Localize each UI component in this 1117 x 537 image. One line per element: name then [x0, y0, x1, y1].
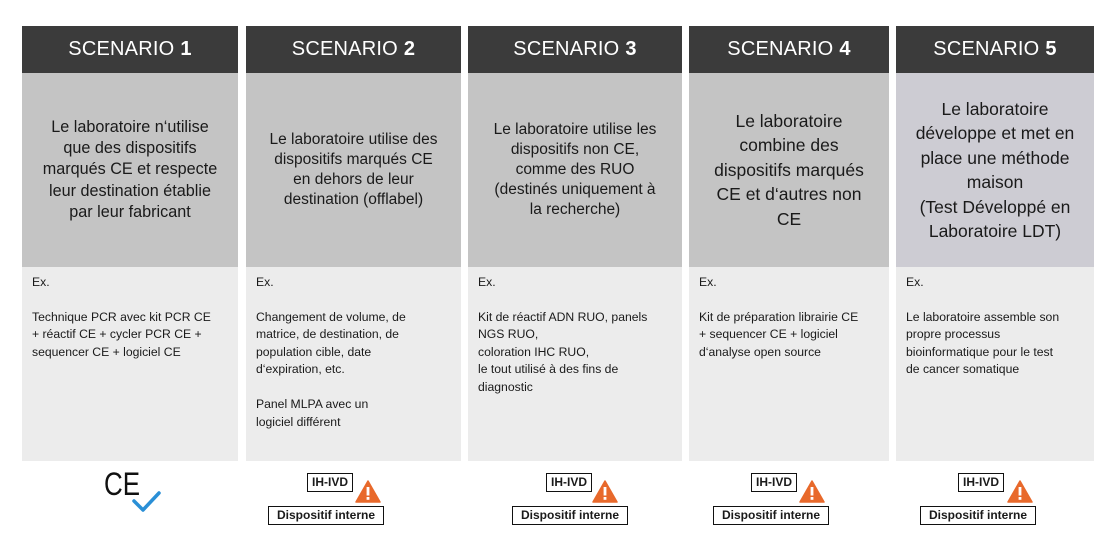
- scenario-2-label: SCENARIO: [291, 38, 398, 60]
- ih-ivd-badge: IH-IVD: [751, 473, 797, 492]
- scenario-3-desc-line: dispositifs non CE,: [510, 140, 640, 158]
- ih-ivd-badge: IH-IVD: [307, 473, 353, 492]
- dispositif-interne-badge: Dispositif interne: [920, 506, 1036, 525]
- scenario-3-header: [468, 26, 682, 73]
- scenario-3-label: SCENARIO: [513, 38, 620, 60]
- example-label: Ex.: [32, 275, 50, 289]
- scenario-2-column: [246, 26, 461, 537]
- scenario-5-desc-line: Laboratoire LDT): [928, 221, 1062, 241]
- example-line: coloration IHC RUO,: [478, 344, 590, 359]
- example-line: d‘analyse open source: [699, 344, 821, 359]
- scenario-2-badges: [246, 461, 461, 537]
- scenario-1-column: [22, 26, 238, 537]
- example-line: logiciel différent: [256, 414, 341, 429]
- scenario-4-label: SCENARIO: [727, 38, 834, 60]
- scenario-4-example: [689, 267, 889, 461]
- scenario-5-column: [896, 26, 1094, 537]
- warning-icon: [592, 480, 618, 503]
- scenario-4-number: 4: [839, 38, 851, 60]
- example-line: + réactif CE + cycler PCR CE +: [32, 327, 202, 341]
- dispositif-interne-badge: Dispositif interne: [512, 506, 628, 525]
- dispositif-interne-badge: Dispositif interne: [268, 506, 384, 525]
- example-line: population cible, date: [256, 344, 372, 359]
- scenario-2-description: [246, 73, 461, 267]
- ce-mark-icon: [102, 465, 172, 517]
- example-line: d‘expiration, etc.: [256, 362, 345, 376]
- scenario-2-desc-line: Le laboratoire utilise des: [269, 130, 438, 148]
- scenario-3-number: 3: [625, 38, 637, 60]
- example-label: Ex.: [906, 275, 924, 289]
- example-line: diagnostic: [478, 379, 533, 394]
- scenario-2-header: [246, 26, 461, 73]
- example-line: + sequencer CE + logiciel: [699, 327, 838, 341]
- scenario-4-desc-line: dispositifs marqués: [714, 159, 864, 180]
- scenario-1-desc-line: marqués CE et respecte: [42, 160, 218, 179]
- scenario-1-number: 1: [180, 38, 192, 60]
- scenario-4-desc-line: CE et d‘autres non: [716, 184, 862, 205]
- scenario-5-desc-line: place une méthode: [920, 147, 1070, 168]
- scenario-5-desc-line: Le laboratoire: [941, 98, 1049, 119]
- scenario-2-example: [246, 267, 461, 461]
- example-line: Kit de réactif ADN RUO, panels: [478, 309, 648, 324]
- scenario-3-desc-line: la recherche): [529, 201, 621, 219]
- ce-mark-text: CE: [104, 466, 140, 502]
- scenario-5-desc-line: développe et met en: [915, 123, 1075, 143]
- scenario-4-badges: [689, 461, 889, 537]
- example-label: Ex.: [256, 275, 274, 289]
- scenario-4-desc-line: Le laboratoire: [735, 110, 843, 131]
- scenario-5-desc-line: (Test Développé en: [919, 196, 1071, 217]
- example-line: Le laboratoire assemble son: [906, 309, 1060, 324]
- scenario-4-header: [689, 26, 889, 73]
- example-line: Kit de préparation librairie CE: [699, 309, 859, 324]
- warning-icon: [799, 480, 825, 503]
- dispositif-interne-badge: Dispositif interne: [713, 506, 829, 525]
- scenario-2-desc-line: destination (offlabel): [283, 191, 424, 209]
- scenario-3-desc-line: comme des RUO: [515, 160, 635, 178]
- scenario-1-desc-line: que des dispositifs: [63, 139, 197, 158]
- scenario-5-description: [896, 73, 1094, 267]
- ih-ivd-badge: IH-IVD: [958, 473, 1004, 492]
- scenario-1-badges: [22, 461, 238, 537]
- scenario-5-example: [896, 267, 1094, 461]
- example-line: de cancer somatique: [906, 362, 1020, 376]
- scenario-1-header: [22, 26, 238, 73]
- example-line: Panel MLPA avec un: [256, 397, 369, 411]
- scenario-1-desc-line: Le laboratoire n‘utilise: [51, 118, 209, 137]
- scenario-1-desc-line: leur destination établie: [48, 181, 211, 200]
- example-line: le tout utilisé à des fins de: [478, 362, 619, 376]
- scenario-3-description: [468, 73, 682, 267]
- scenario-1-example: [22, 267, 238, 461]
- scenario-3-example: [468, 267, 682, 461]
- scenario-5-label: SCENARIO: [933, 38, 1040, 60]
- scenario-1-label: SCENARIO: [68, 38, 175, 60]
- scenario-5-header: [896, 26, 1094, 73]
- scenario-2-desc-line: en dehors de leur: [293, 171, 414, 188]
- scenario-1-description: [22, 73, 238, 267]
- scenario-3-column: [468, 26, 682, 537]
- scenario-5-badges: [896, 461, 1094, 537]
- scenario-3-desc-line: Le laboratoire utilise les: [493, 120, 657, 138]
- scenario-5-desc-line: maison: [966, 172, 1024, 192]
- example-label: Ex.: [699, 275, 717, 289]
- example-label: Ex.: [478, 275, 496, 289]
- warning-icon: [355, 480, 381, 503]
- example-line: NGS RUO,: [478, 327, 539, 341]
- example-line: propre processus: [906, 327, 1001, 341]
- scenario-5-number: 5: [1045, 38, 1057, 60]
- example-line: matrice, de destination, de: [256, 327, 399, 341]
- scenario-1-desc-line: par leur fabricant: [69, 202, 191, 221]
- scenario-4-description: [689, 73, 889, 267]
- scenario-4-desc-line: combine des: [739, 135, 839, 156]
- scenario-3-desc-line: (destinés uniquement à: [494, 181, 656, 199]
- ih-ivd-badge: IH-IVD: [546, 473, 592, 492]
- example-line: Technique PCR avec kit PCR CE: [32, 309, 211, 324]
- scenario-4-column: [689, 26, 889, 537]
- example-line: [256, 379, 451, 397]
- scenario-3-badges: [468, 461, 682, 537]
- scenario-4-desc-line: CE: [776, 208, 802, 229]
- scenario-2-desc-line: dispositifs marqués CE: [274, 150, 433, 168]
- example-line: Changement de volume, de: [256, 309, 406, 324]
- warning-icon: [1007, 480, 1033, 503]
- scenario-2-number: 2: [403, 38, 416, 60]
- example-line: bioinformatique pour le test: [906, 344, 1054, 359]
- example-line: sequencer CE + logiciel CE: [32, 344, 181, 359]
